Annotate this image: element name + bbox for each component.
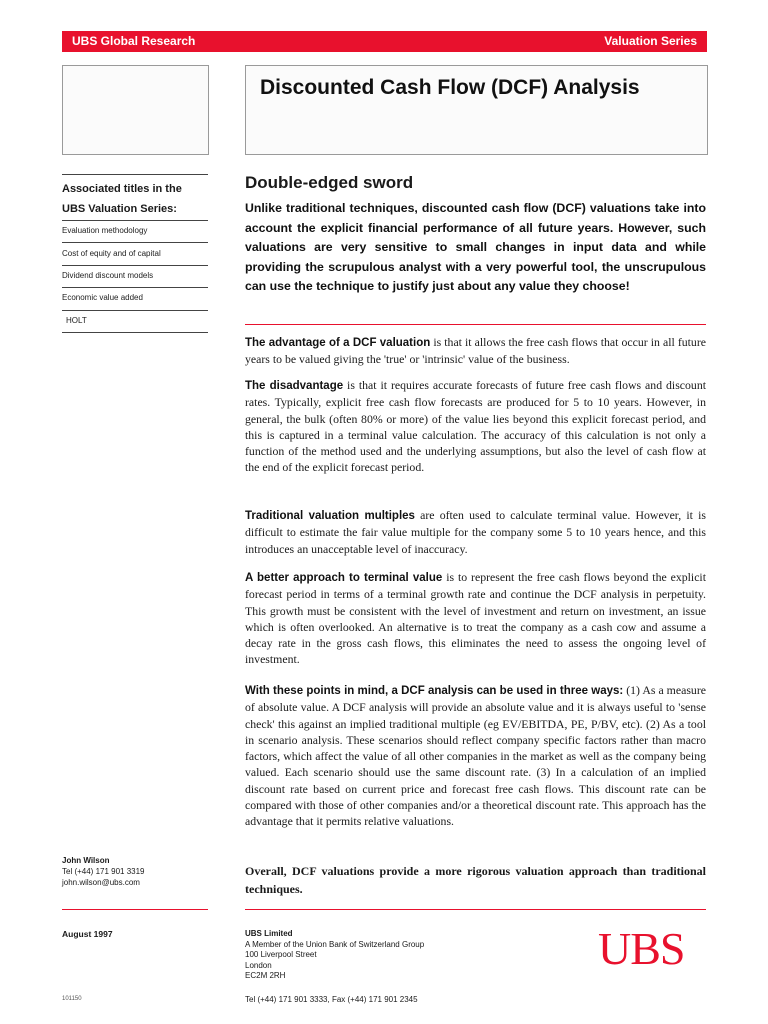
sidebar-divider [62,174,208,175]
paragraph-text: are often used to calculate terminal value. However, it is difficult to estimate the fair value multiple for the company some 5 to 10 years hence, and this introduces an unacceptable level of inaccuracy. [245,508,706,556]
lead-paragraph: Unlike traditional techniques, discounted cash flow (DCF) valuations take into account the explicit financial performance of all future years. However, such valuations are very sensitive to small changes in input data and while providing the scrupulous analyst with a very powerful tool, the unscrupulous can use the technique to justify just about any value they choose! [245,201,706,294]
paragraph-text: is that it requires accurate forecasts of future free cash flows and discount rates. Typically, explicit free cash flow forecasts are produced for 5 to 10 years. However, in general, the bulk (often 80% or more) of the value lies beyond this explicit forecast period, and this is captured in a terminal value calculation. The accuracy of this calculation is not only a function of the method used and the underlying assumptions, but also the level of cash flow at the end of the explicit forecast period. [245,378,706,475]
sidebar-heading-line: Associated titles in the [62,183,182,195]
sidebar-item-holt[interactable]: HOLT [66,316,87,325]
sidebar-item-evaluation-methodology[interactable]: Evaluation methodology [62,226,148,235]
ubs-logo: UBS [598,923,685,974]
publisher-label: UBS Global Research [72,34,196,48]
title-box [245,65,708,155]
header-bar [62,31,707,52]
address-line: EC2M 2RH [245,971,286,980]
sidebar-heading [62,179,208,219]
series-label: Valuation Series [604,34,697,48]
paragraph-lead-in: The advantage of a DCF valuation [245,337,431,349]
author-block [62,855,222,888]
footer-divider-right [245,909,706,910]
paragraph-lead-in: The disadvantage [245,380,344,392]
address-line: A Member of the Union Bank of Switzerland Group [245,939,425,949]
sidebar-divider [62,332,208,333]
sidebar-divider [62,310,208,311]
sidebar-top-box [62,65,209,155]
sidebar-divider [62,220,208,221]
paragraph-three-ways [245,682,706,830]
sidebar-heading-line: UBS Valuation Series: [62,203,177,215]
address-line: London [245,960,272,970]
footer-divider-left [62,909,208,910]
paragraph-advantage [245,334,706,368]
address-line: 100 Liverpool Street [245,950,317,959]
author-name: John Wilson [62,856,110,865]
paragraph-lead-in: Traditional valuation multiples [245,510,415,522]
paragraph-text: is that it allows the free cash flows that occur in all future years to be valued giving the 'true' or 'intrinsic' value of the business. [245,335,706,367]
red-divider [245,324,706,325]
sidebar-divider [62,265,208,266]
paragraph-lead-in: A better approach to terminal value [245,572,443,584]
sidebar-divider [62,242,208,243]
paragraph-lead-in: With these points in mind, a DCF analysis can be used in three ways: [245,685,624,697]
document-code: 101150 [62,996,82,1002]
contact-line: Tel (+44) 171 901 3333, Fax (+44) 171 901 2345 [245,995,418,1004]
sidebar-item-economic-value-added[interactable]: Economic value added [62,293,143,302]
paragraph-text: (1) As a measure of absolute value. A DCF analysis will provide an absolute value and it is always useful to 'sense check' this against an implied traditional multiple (eg EV/EBITDA, PE, P/BV, etc). (2) As a tool in scenario analysis. These scenarios should reflect company specific factors rather than macro factors, which affect the value of all other companies in the market as well as the company being valued. Each scenario should use the same discount rate. (3) In a calculation of an implied discount rate based on current price and forecast free cash flows. This discount rate can be compared with those of other companies and/or a theoretical discount rate. This approach has the advantage that it permits relative valuations. [245,683,706,829]
sidebar-item-cost-of-equity[interactable]: Cost of equity and of capital [62,249,161,258]
publication-date: August 1997 [62,929,113,939]
author-phone: Tel (+44) 171 901 3319 [62,867,145,876]
address-block [245,929,424,982]
sidebar-divider [62,287,208,288]
paragraph-multiples [245,507,706,557]
company-name: UBS Limited [245,929,293,938]
paragraph-text: is to represent the free cash flows beyond the explicit forecast period in terms of a terminal growth rate and continue the DCF analysis in perpetuity. This growth must be consistent with the level of investment and return on investment, an issue which is often overlooked. An alternative is to treat the company as a cash cow and assume a decay rate in the gross cash flows, this eliminates the need to assess the ongoing level of investment. [245,570,706,667]
paragraph-disadvantage [245,377,706,476]
paragraph-terminal-value [245,569,706,668]
sidebar-item-dividend-discount[interactable]: Dividend discount models [62,271,154,280]
author-email[interactable]: john.wilson@ubs.com [62,878,140,887]
document-title: Discounted Cash Flow (DCF) Analysis [260,76,640,99]
conclusion: Overall, DCF valuations provide a more rigorous valuation approach than traditional techniques. [245,864,706,896]
section-heading: Double-edged sword [245,173,414,192]
